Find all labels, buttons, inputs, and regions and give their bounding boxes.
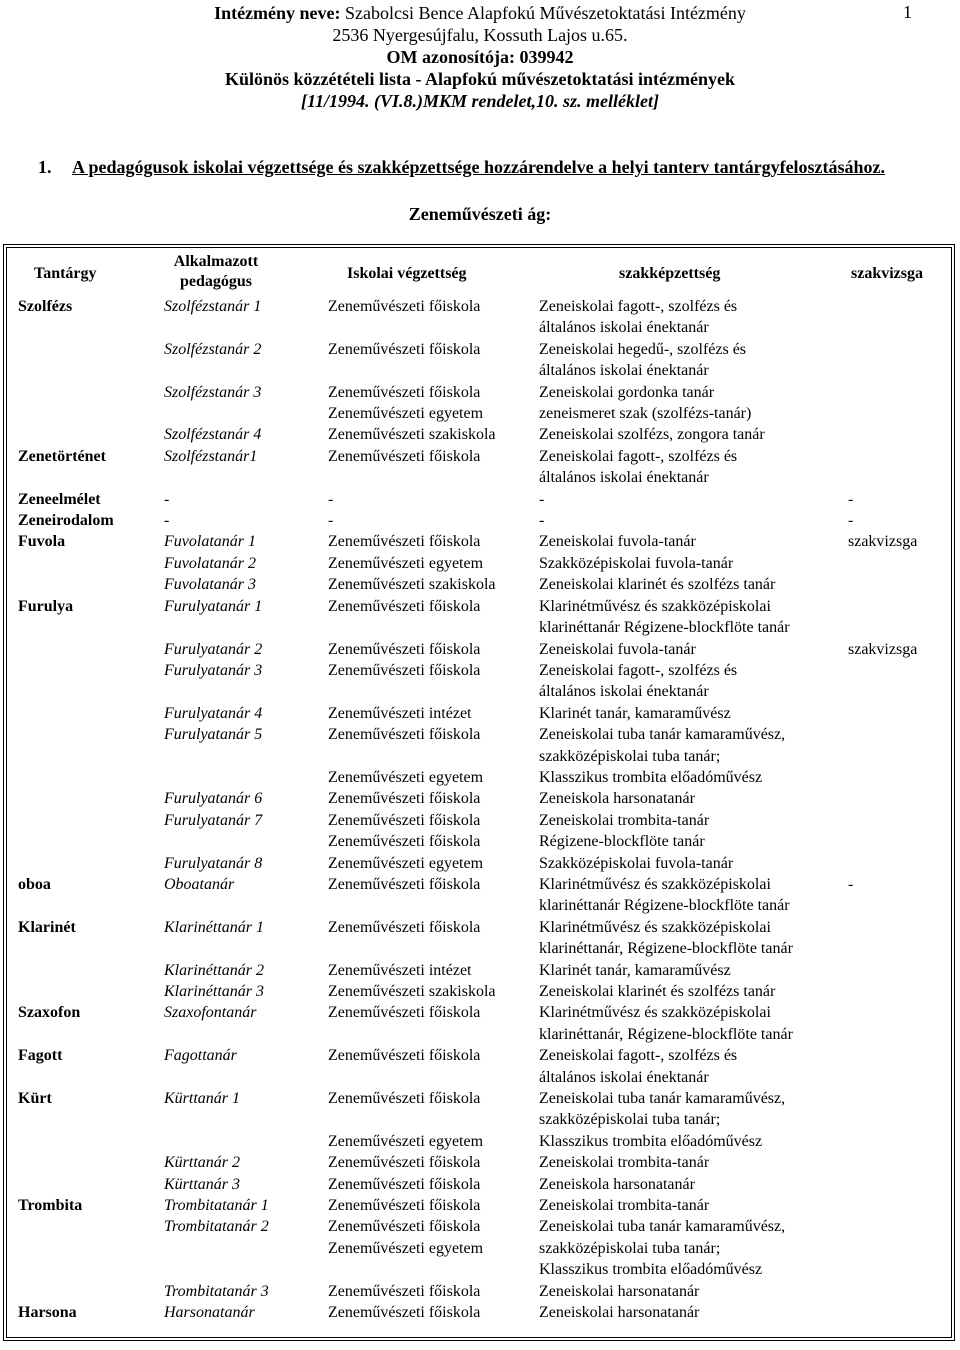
subject-cell: Szaxofon	[18, 1004, 81, 1022]
education-cell: Zeneművészeti szakiskola	[328, 983, 496, 1000]
teacher-cell: Szaxofontanár	[164, 1004, 257, 1022]
education-cell: Zeneművészeti főiskola	[328, 790, 481, 808]
qualification-cell: Szakközépiskolai fuvola-tanár	[539, 554, 734, 572]
exam-cell	[848, 1174, 948, 1195]
table-row	[18, 1174, 948, 1195]
subject-cell	[18, 1152, 164, 1173]
table-row	[18, 660, 948, 703]
subject-cell	[18, 788, 164, 809]
qualification-cell: Klarinétművész és szakközépiskolai klarinéttanár Régizene-blockflöte tanár	[539, 597, 790, 637]
teacher-cell: Furulyatanár 8	[164, 854, 263, 872]
qualification-cell: Klarinétművész és szakközépiskolai klarinéttanár, Régizene-blockflöte tanár	[539, 918, 793, 958]
qualification-cell: Zeneiskolai gordonka tanár zeneismeret szak (szolfézs-tanár)	[539, 383, 752, 423]
subject-cell	[18, 810, 164, 853]
address-line: 2536 Nyergesújfalu, Kossuth Lajos u.65.	[332, 25, 628, 45]
qualification-cell: Klarinétművész és szakközépiskolai klarinéttanár Régizene-blockflöte tanár	[539, 875, 790, 915]
teacher-cell: Trombitatanár 1	[164, 1197, 269, 1215]
teacher-cell: Szolfézstanár 4	[164, 426, 262, 444]
table-row	[18, 1045, 948, 1088]
exam-cell	[848, 788, 948, 809]
education-cell: Zeneművészeti intézet	[328, 961, 472, 979]
table-row	[18, 1152, 948, 1173]
institution-name: Szabolcsi Bence Alapfokú Művészetoktatási Intézmény	[340, 3, 746, 23]
education-cell: Zeneművészeti szakiskola	[328, 576, 496, 594]
teacher-cell: Szolfézstanár 1	[164, 298, 262, 315]
education-cell: Zeneművészeti főiskola Zeneművészeti egyetem	[328, 726, 484, 786]
exam-cell	[848, 853, 948, 874]
teacher-cell: Furulyatanár 2	[164, 640, 263, 658]
subject-cell	[18, 703, 164, 724]
table-row	[18, 553, 948, 574]
exam-cell	[848, 553, 948, 574]
qualification-cell: Klarinét tanár, kamaraművész	[539, 704, 731, 722]
header-education: Iskolai végzettség	[347, 265, 467, 282]
teacher-cell: Kürttanár 2	[164, 1154, 241, 1172]
table-row	[18, 489, 948, 510]
education-cell: Zeneművészeti egyetem	[328, 554, 484, 572]
education-cell: Zeneművészeti főiskola	[328, 298, 481, 315]
subject-cell: Furulya	[18, 597, 74, 615]
qualification-cell: Zeneiskolai trombita-tanár	[539, 1197, 710, 1215]
subject-cell	[18, 1174, 164, 1195]
exam-cell	[848, 424, 948, 445]
education-cell: Zeneművészeti főiskola	[328, 1047, 481, 1065]
table-row	[18, 1088, 948, 1152]
section-heading	[38, 156, 918, 178]
exam-cell	[848, 917, 948, 960]
table-row	[18, 446, 948, 489]
subject-cell	[18, 574, 164, 595]
education-cell: Zeneművészeti főiskola	[328, 1282, 481, 1300]
table-row	[18, 788, 948, 809]
exam-cell: -	[848, 875, 854, 893]
education-cell: Zeneművészeti főiskola	[328, 1304, 481, 1322]
exam-cell	[848, 724, 948, 788]
qualification-cell: Zeneiskolai fagott-, szolfézs és általános iskolai énektanár	[539, 298, 738, 337]
education-cell: Zeneművészeti főiskola	[328, 597, 481, 615]
qualification-cell: Zeneiskolai fuvola-tanár	[539, 640, 696, 658]
exam-cell: szakvizsga	[848, 533, 918, 551]
education-cell: Zeneművészeti főiskola	[328, 918, 481, 936]
subject-cell	[18, 1281, 164, 1302]
education-cell: Zeneművészeti főiskola	[328, 1197, 481, 1215]
table-row	[18, 596, 948, 639]
education-cell: Zeneművészeti intézet	[328, 704, 472, 722]
header-subject: Tantárgy	[34, 265, 97, 282]
header-qualification: szakképzettség	[619, 265, 721, 282]
subject-cell	[18, 960, 164, 981]
table-row	[18, 510, 948, 531]
teacher-cell: Harsonatanár	[164, 1304, 255, 1322]
list-title: Különös közzétételi lista - Alapfokú művészetoktatási intézmények	[225, 69, 735, 89]
teacher-cell: Furulyatanár 3	[164, 661, 263, 679]
education-cell: Zeneművészeti főiskola	[328, 1175, 481, 1193]
qualification-cell: Klarinétművész és szakközépiskolai klarinéttanár, Régizene-blockflöte tanár	[539, 1004, 793, 1043]
table-row	[18, 639, 948, 660]
table-row	[18, 853, 948, 874]
exam-cell	[848, 596, 948, 639]
table-row	[18, 1281, 948, 1302]
exam-cell: -	[848, 490, 854, 508]
exam-cell	[848, 1152, 948, 1173]
education-cell: Zeneművészeti főiskola Zeneművészeti főiskola	[328, 811, 481, 851]
teacher-cell: Furulyatanár 5	[164, 726, 263, 744]
exam-cell	[848, 1002, 948, 1045]
qualification-cell: Zeneiskolai fagott-, szolfézs és általános iskolai énektanár	[539, 1047, 738, 1086]
exam-cell	[848, 1302, 948, 1323]
table-row	[18, 574, 948, 595]
teacher-cell: Fuvolatanár 2	[164, 554, 256, 572]
subject-cell	[18, 724, 164, 788]
table-row	[18, 1195, 948, 1216]
teacher-cell: Fagottanár	[164, 1047, 237, 1065]
subject-cell: Zeneirodalom	[18, 512, 114, 530]
education-cell: -	[328, 490, 334, 508]
qualification-cell: Zeneiskolai klarinét és szolfézs tanár	[539, 576, 776, 594]
table-row	[18, 1216, 948, 1280]
exam-cell	[848, 1281, 948, 1302]
education-cell: Zeneművészeti főiskola	[328, 661, 481, 679]
qualification-cell: Zeneiskolai fuvola-tanár	[539, 533, 696, 551]
staff-table-body	[18, 296, 948, 1324]
exam-cell	[848, 1216, 948, 1280]
subject-cell: Fuvola	[18, 533, 66, 551]
header-teacher: Alkalmazott pedagógus	[173, 253, 259, 290]
subject-cell	[18, 553, 164, 574]
teacher-cell: Klarinéttanár 1	[164, 918, 265, 936]
exam-cell	[848, 446, 948, 489]
subject-cell	[18, 981, 164, 1002]
education-cell: Zeneművészeti főiskola Zeneművészeti egyetem	[328, 1218, 484, 1257]
teacher-cell: Furulyatanár 7	[164, 811, 263, 829]
teacher-cell: Trombitatanár 3	[164, 1282, 269, 1300]
education-cell: Zeneművészeti főiskola	[328, 640, 481, 658]
exam-cell	[848, 382, 948, 425]
regulation-reference: [11/1994. (VI.8.)MKM rendelet,10. sz. melléklet]	[301, 91, 659, 111]
education-cell: Zeneművészeti főiskola	[328, 1154, 481, 1172]
qualification-cell: Zeneiskola harsonatanár	[539, 790, 695, 808]
qualification-cell: Zeneiskolai harsonatanár	[539, 1304, 700, 1322]
exam-cell	[848, 810, 948, 853]
subject-cell	[18, 1216, 164, 1280]
qualification-cell: Zeneiskolai szolfézs, zongora tanár	[539, 426, 765, 444]
qualification-cell: Zeneiskolai fagott-, szolfézs és általános iskolai énektanár	[539, 661, 738, 701]
exam-cell	[848, 981, 948, 1002]
education-cell: Zeneművészeti főiskola	[328, 875, 481, 893]
education-cell: Zeneművészeti főiskola Zeneművészeti egyetem	[328, 383, 484, 423]
teacher-cell: Oboatanár	[164, 875, 235, 893]
exam-cell	[848, 960, 948, 981]
education-cell: Zeneművészeti főiskola	[328, 533, 481, 551]
teacher-cell: Trombitatanár 2	[164, 1218, 269, 1236]
exam-cell	[848, 1088, 948, 1152]
qualification-cell: Zeneiskolai tuba tanár kamaraművész, szakközépiskolai tuba tanár; Klasszikus trombita előadóművész	[539, 726, 786, 786]
subject-cell	[18, 660, 164, 703]
exam-cell	[848, 660, 948, 703]
subject-cell: Fagott	[18, 1047, 63, 1065]
table-row	[18, 382, 948, 425]
exam-cell	[848, 574, 948, 595]
exam-cell	[848, 296, 948, 339]
exam-cell	[848, 1195, 948, 1216]
qualification-cell: Zeneiskolai tuba tanár kamaraművész, szakközépiskolai tuba tanár; Klasszikus trombita előadóművész	[539, 1218, 786, 1279]
subject-cell	[18, 853, 164, 874]
subject-cell	[18, 639, 164, 660]
teacher-cell: Kürttanár 1	[164, 1090, 241, 1108]
subject-cell: Klarinét	[18, 918, 76, 936]
teacher-cell: Szolfézstanár1	[164, 447, 258, 465]
table-row	[18, 810, 948, 853]
exam-cell: -	[848, 512, 854, 530]
subject-cell: Trombita	[18, 1197, 83, 1215]
qualification-cell: Zeneiskolai harsonatanár	[539, 1282, 700, 1300]
table-row	[18, 1302, 948, 1323]
teacher-cell: Kürttanár 3	[164, 1175, 241, 1193]
qualification-cell: Zeneiskolai tuba tanár kamaraművész, szakközépiskolai tuba tanár; Klasszikus trombita előadóművész	[539, 1090, 786, 1150]
table-row	[18, 296, 948, 339]
qualification-cell: Zeneiskolai fagott-, szolfézs és általános iskolai énektanár	[539, 447, 738, 487]
teacher-cell: Fuvolatanár 3	[164, 576, 256, 594]
exam-cell: szakvizsga	[848, 640, 918, 658]
header-exam: szakvizsga	[851, 265, 923, 282]
education-cell: Zeneművészeti főiskola	[328, 447, 481, 465]
subject-cell: oboa	[18, 875, 51, 893]
section-title: A pedagógusok iskolai végzettsége és szakképzettsége hozzárendelve a helyi tanterv tantárgyfelosztásához.	[72, 157, 886, 177]
teacher-cell: Furulyatanár 4	[164, 704, 263, 722]
qualification-cell: Zeneiskolai hegedű-, szolfézs és általános iskolai énektanár	[539, 340, 747, 380]
qualification-cell: -	[539, 512, 545, 530]
table-row	[18, 874, 948, 917]
institution-line	[0, 2, 960, 24]
table-row	[18, 724, 948, 788]
qualification-cell: -	[539, 490, 545, 508]
branch-title: Zeneművészeti ág:	[408, 204, 552, 224]
subject-cell	[18, 382, 164, 425]
table-row	[18, 339, 948, 382]
subject-cell: Kürt	[18, 1090, 52, 1108]
education-cell: -	[328, 512, 334, 530]
subject-cell: Zeneelmélet	[18, 490, 101, 508]
education-cell: Zeneművészeti főiskola	[328, 340, 481, 358]
qualification-cell: Zeneiskola harsonatanár	[539, 1175, 695, 1193]
table-row	[18, 531, 948, 552]
table-row	[18, 1002, 948, 1045]
teacher-cell: Klarinéttanár 3	[164, 983, 265, 1000]
table-row	[18, 424, 948, 445]
teacher-cell: -	[164, 490, 170, 508]
subject-cell: Szolfézs	[18, 298, 73, 315]
exam-cell	[848, 703, 948, 724]
table-row	[18, 960, 948, 981]
table-row	[18, 981, 948, 1002]
document-header	[0, 2, 960, 112]
teacher-cell: -	[164, 512, 170, 530]
exam-cell	[848, 1045, 948, 1088]
institution-label: Intézmény neve:	[214, 3, 341, 23]
om-id-line: OM azonosítója: 039942	[386, 47, 574, 67]
qualification-cell: Zeneiskolai klarinét és szolfézs tanár	[539, 983, 776, 1000]
subject-cell	[18, 424, 164, 445]
table-row	[18, 917, 948, 960]
education-cell: Zeneművészeti főiskola	[328, 1004, 481, 1022]
subject-cell: Zenetörténet	[18, 447, 106, 465]
exam-cell	[848, 339, 948, 382]
table-row	[18, 703, 948, 724]
page-number: 1	[903, 2, 912, 22]
subject-cell: Harsona	[18, 1304, 77, 1322]
qualification-cell: Klarinét tanár, kamaraművész	[539, 961, 731, 979]
teacher-cell: Szolfézstanár 3	[164, 383, 262, 401]
qualification-cell: Zeneiskolai trombita-tanár Régizene-blockflöte tanár	[539, 811, 710, 851]
section-number: 1.	[38, 157, 52, 177]
education-cell: Zeneművészeti egyetem	[328, 854, 484, 872]
subject-cell	[18, 339, 164, 382]
staff-table	[18, 296, 948, 1324]
education-cell: Zeneművészeti szakiskola	[328, 426, 496, 444]
teacher-cell: Furulyatanár 1	[164, 597, 263, 615]
teacher-cell: Fuvolatanár 1	[164, 533, 256, 551]
teacher-cell: Furulyatanár 6	[164, 790, 263, 808]
qualification-cell: Zeneiskolai trombita-tanár	[539, 1154, 710, 1172]
education-cell: Zeneművészeti főiskola Zeneművészeti egyetem	[328, 1090, 484, 1150]
teacher-cell: Klarinéttanár 2	[164, 961, 265, 979]
teacher-cell: Szolfézstanár 2	[164, 340, 262, 358]
qualification-cell: Szakközépiskolai fuvola-tanár	[539, 854, 734, 872]
